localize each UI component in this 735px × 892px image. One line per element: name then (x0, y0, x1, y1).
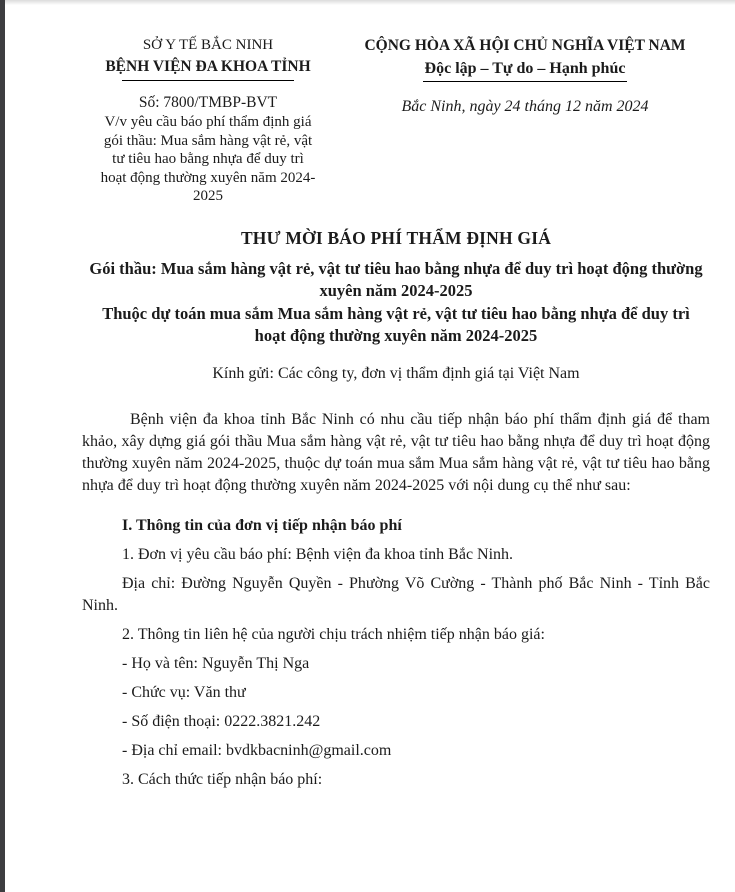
national-header-block (334, 36, 710, 118)
salutation-line: Kính gửi: Các công ty, đơn vị thẩm định giá tại Việt Nam (212, 364, 580, 382)
item-contact-email: - Địa chỉ email: bvdkbacninh@gmail.com (122, 741, 392, 759)
org-underline-rule (122, 80, 294, 81)
parent-org-name: SỞ Y TẾ BẮC NINH (142, 37, 274, 53)
issuing-org-name: BỆNH VIỆN ĐA KHOA TỈNH (105, 58, 311, 75)
document-title: THƯ MỜI BÁO PHÍ THẨM ĐỊNH GIÁ (240, 227, 552, 248)
document-content (82, 0, 710, 791)
item-address: Địa chỉ: Đường Nguyễn Quyền - Phường Võ Cường - Thành phố Bắc Ninh - Tỉnh Bắc Ninh. (82, 574, 710, 614)
tender-subject-line1: Gói thầu: Mua sắm hàng vật rẻ, vật tư tiêu hao bằng nhựa để duy trì hoạt động thường xuyên năm 2024-2025 (89, 258, 703, 300)
tender-subject-block (82, 258, 710, 348)
tender-subject-line2: Thuộc dự toán mua sắm Mua sắm hàng vật rẻ, vật tư tiêu hao bằng nhựa để duy trì hoạt động thường xuyên năm 2024-2025 (102, 303, 690, 345)
intro-paragraph: Bệnh viện đa khoa tỉnh Bắc Ninh có nhu cầu tiếp nhận báo phí thẩm định giá để tham khảo, xây dựng giá gói thầu Mua sắm hàng vật rẻ, vật tư tiêu hao bằng nhựa để duy trì hoạt động thường xuyên năm 2024-2025, thuộc dự toán mua sắm Mua sắm hàng vật rẻ, vật tư tiêu hao bằng nhựa để duy trì hoạt động thường xuyên năm 2024-2025 với nội dung cụ thể như sau: (82, 410, 710, 494)
item-contact-position: - Chức vụ: Văn thư (122, 683, 246, 701)
scan-left-edge (0, 0, 5, 892)
place-date-line: Bắc Ninh, ngày 24 tháng 12 năm 2024 (401, 98, 649, 115)
item-contact-name: - Họ và tên: Nguyễn Thị Nga (122, 654, 310, 672)
item-contact-heading: 2. Thông tin liên hệ của người chịu trách nhiệm tiếp nhận báo giá: (122, 625, 545, 643)
item-requesting-unit: 1. Đơn vị yêu cầu báo phí: Bệnh viện đa khoa tỉnh Bắc Ninh. (122, 545, 514, 563)
national-title: CỘNG HÒA XÃ HỘI CHỦ NGHĨA VIỆT NAM (364, 37, 686, 54)
issuing-org-block (82, 36, 334, 206)
item-contact-phone: - Số điện thoại: 0222.3821.242 (122, 712, 321, 730)
national-motto: Độc lập – Tự do – Hạnh phúc (423, 59, 628, 82)
section-heading-1: I. Thông tin của đơn vị tiếp nhận báo phí (122, 516, 402, 534)
document-subject-abstract: V/v yêu cầu báo phí thẩm định giá gói thầu: Mua sắm hàng vật rẻ, vật tư tiêu hao bằng nhựa để duy trì hoạt động thường xuyên năm 2024-2025 (100, 114, 316, 204)
item-reception-method-heading: 3. Cách thức tiếp nhận báo phí: (122, 770, 323, 788)
document-header (82, 36, 710, 206)
document-number: Số: 7800/TMBP-BVT (138, 94, 278, 111)
